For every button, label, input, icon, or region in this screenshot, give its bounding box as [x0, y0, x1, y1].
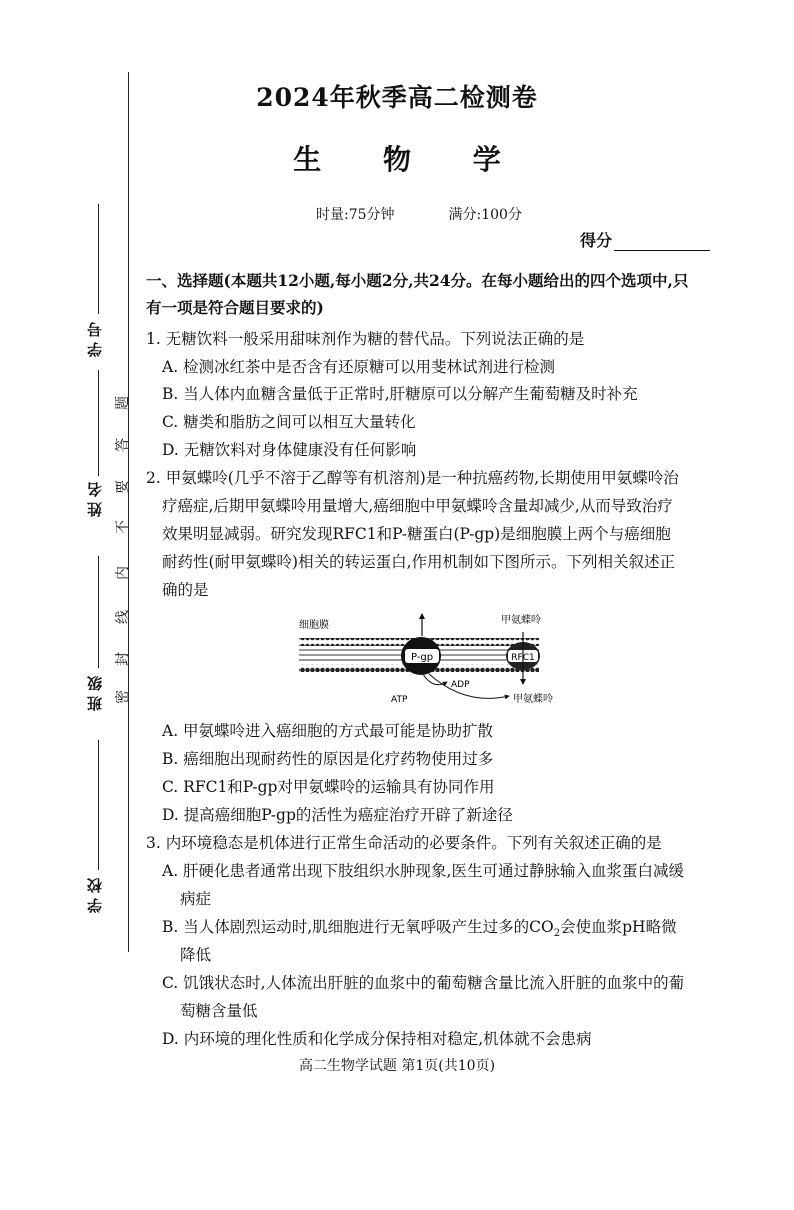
score-label: 得分 — [580, 231, 613, 250]
atp-label: ATP — [391, 695, 408, 705]
seal-char-3: 线 — [115, 610, 131, 624]
q3-stem: 3. 内环境稳态是机体进行正常生命活动的必要条件。下列有关叙述正确的是 — [146, 834, 662, 852]
q3-option-b-text-end: 会使血浆pH略微 — [560, 918, 677, 936]
q1-option-b: B. 当人体内血糖含量低于正常时,肝糖原可以分解产生葡萄糖及时补充 — [162, 385, 638, 403]
name-label: 姓 名 — [86, 482, 104, 518]
adp-label: ADP — [451, 680, 470, 690]
q1-option-d: D. 无糖饮料对身体健康没有任何影响 — [162, 441, 417, 459]
page-footer: 高二生物学试题 第1页(共10页) — [298, 1058, 496, 1074]
section-heading: 一、选择题(本题共12小题,每小题2分,共24分。在每小题给出的四个选项中,只 — [146, 271, 689, 290]
class-blank — [98, 556, 99, 668]
student-id-blank — [98, 204, 99, 314]
membrane-label: 细胞膜 — [299, 620, 329, 631]
time-limit: 时量:75分钟 — [316, 207, 395, 223]
transport-diagram — [295, 610, 585, 710]
q2-option-c: C. RFC1和P-gp对甲氨蝶呤的运输具有协同作用 — [162, 778, 495, 796]
q2-stem-line2: 疗癌症,后期甲氨蝶呤用量增大,癌细胞中甲氨蝶呤含量却减少,从而导致治疗 — [162, 497, 673, 515]
seal-char-2: 封 — [115, 652, 131, 666]
drug-bottom-label: 甲氨蝶呤 — [513, 694, 553, 705]
exam-title: 2024年秋季高二检测卷 — [256, 83, 538, 112]
score-blank[interactable] — [614, 250, 710, 251]
section-heading-cont: 有一项是符合题目要求的) — [146, 298, 324, 317]
seal-char-5: 不 — [115, 520, 131, 534]
class-label: 班 级 — [86, 676, 104, 712]
seal-char-1: 密 — [115, 690, 131, 704]
seal-char-6: 要 — [115, 480, 131, 494]
q3-option-b — [162, 918, 677, 940]
name-blank — [98, 370, 99, 476]
binding-line — [128, 72, 129, 952]
seal-char-8: 题 — [115, 396, 131, 410]
q1-stem: 1. 无糖饮料一般采用甜味剂作为糖的替代品。下列说法正确的是 — [146, 330, 585, 348]
q2-stem-line5: 确的是 — [162, 581, 209, 599]
q3-option-c-cont: 萄糖含量低 — [180, 1002, 258, 1020]
pgp-label: P-gp — [410, 652, 434, 663]
drug-top-label: 甲氨蝶呤 — [501, 615, 541, 626]
q2-stem-line1: 2. 甲氨蝶呤(几乎不溶于乙醇等有机溶剂)是一种抗癌药物,长期使用甲氨蝶呤治 — [146, 469, 679, 487]
q3-option-a-cont: 病症 — [180, 890, 212, 908]
q1-option-a: A. 检测冰红茶中是否含有还原糖可以用斐林试剂进行检测 — [162, 358, 556, 376]
q3-option-b-text: B. 当人体剧烈运动时,肌细胞进行无氧呼吸产生过多的CO — [162, 918, 554, 936]
score-field[interactable] — [580, 228, 710, 251]
q2-stem-line3: 效果明显减弱。研究发现RFC1和P-糖蛋白(P-gp)是细胞膜上两个与癌细胞 — [162, 525, 671, 543]
subject-title: 生 物 学 — [293, 143, 527, 176]
q2-stem-line4: 耐药性(耐甲氨蝶呤)相关的转运蛋白,作用机制如下图所示。下列相关叙述正 — [162, 553, 676, 571]
q3-option-b-cont: 降低 — [180, 946, 212, 964]
seal-char-4: 内 — [115, 566, 131, 580]
co2-subscript: 2 — [553, 928, 561, 940]
q3-option-d: D. 内环境的理化性质和化学成分保持相对稳定,机体就不会患病 — [162, 1030, 592, 1048]
q2-option-a: A. 甲氨蝶呤进入癌细胞的方式最可能是协助扩散 — [162, 722, 494, 740]
student-id-label: 学 号 — [86, 322, 104, 358]
seal-char-7: 答 — [115, 438, 131, 452]
rfc1-label: RFC1 — [511, 653, 535, 663]
school-label: 学 校 — [86, 878, 104, 914]
q3-option-a: A. 肝硬化患者通常出现下肢组织水肿现象,医生可通过静脉输入血浆蛋白减缓 — [162, 862, 684, 880]
q2-option-b: B. 癌细胞出现耐药性的原因是化疗药物使用过多 — [162, 750, 494, 768]
q2-option-d: D. 提高癌细胞P-gp的活性为癌症治疗开辟了新途径 — [162, 806, 513, 824]
q1-option-c: C. 糖类和脂肪之间可以相互大量转化 — [162, 413, 416, 431]
q3-option-c: C. 饥饿状态时,人体流出肝脏的血浆中的葡萄糖含量比流入肝脏的血浆中的葡 — [162, 974, 685, 992]
exam-meta — [316, 204, 576, 224]
school-blank — [98, 740, 99, 870]
full-score: 满分:100分 — [448, 207, 522, 223]
